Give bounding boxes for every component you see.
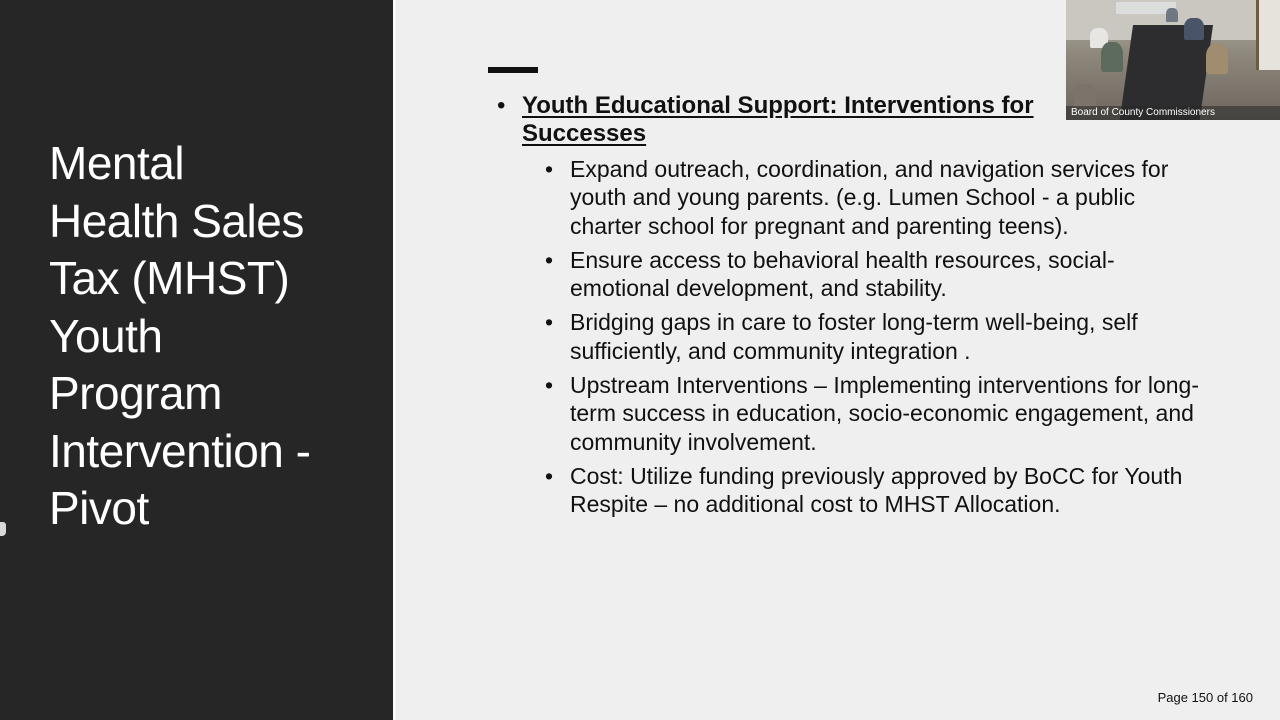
accent-bar	[488, 67, 538, 73]
slide-title-line: Mental	[49, 137, 185, 189]
list-item	[545, 246, 1205, 303]
section-heading	[497, 92, 1077, 148]
bullet-icon: •	[497, 92, 506, 119]
slide-title-line: Program	[49, 367, 222, 419]
list-item-text: Bridging gaps in care to foster long-term well-being, self sufficiently, and community integration .	[570, 309, 1138, 364]
bullet-list	[545, 155, 1205, 525]
slide-title-line: Pivot	[49, 482, 149, 534]
slide-title-line: Youth	[49, 309, 163, 362]
faded-logo-watermark	[1100, 652, 1230, 680]
video-caption: Board of County Commissioners	[1066, 106, 1280, 120]
list-item	[545, 462, 1205, 519]
list-item-text: Upstream Interventions – Implementing interventions for long-term success in education, socio-economic engagement, and community involvement.	[570, 372, 1199, 455]
video-participant	[1184, 18, 1204, 40]
section-heading-text: Youth Educational Support: Interventions for Successes	[522, 92, 1034, 147]
video-window	[1256, 0, 1280, 70]
video-participant	[1101, 42, 1123, 72]
page-indicator: Page 150 of 160	[1157, 690, 1253, 705]
bullet-icon: •	[545, 462, 554, 489]
list-item	[545, 371, 1205, 456]
list-item	[545, 308, 1205, 365]
slide-title-line: Tax (MHST)	[49, 252, 290, 304]
video-participant	[1074, 84, 1096, 108]
list-item-text: Expand outreach, coordination, and navigation services for youth and young parents. (e.g. Lumen School - a public charter school for pregnant and parenting teens).	[570, 156, 1169, 239]
slide-title-line: Health Sales	[49, 194, 304, 247]
bullet-icon: •	[545, 156, 554, 182]
meeting-video-feed[interactable]	[1066, 0, 1280, 120]
video-participant	[1166, 8, 1178, 22]
list-item-text: Cost: Utilize funding previously approved by BoCC for Youth Respite – no additional cost to MHST Allocation.	[570, 462, 1183, 518]
video-participant	[1206, 44, 1228, 74]
list-item	[545, 155, 1205, 240]
bullet-icon: •	[545, 246, 554, 273]
slide-title-line: Intervention -	[49, 424, 311, 477]
bullet-icon: •	[545, 372, 554, 399]
list-item-text: Ensure access to behavioral health resources, social-emotional development, and stability.	[570, 246, 1115, 302]
bullet-icon: •	[545, 309, 554, 336]
